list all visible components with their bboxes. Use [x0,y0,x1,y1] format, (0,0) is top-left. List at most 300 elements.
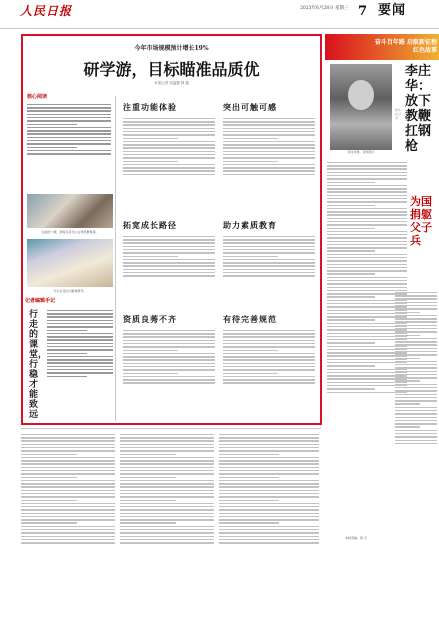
text-line [327,273,375,274]
text-line [21,486,115,487]
text-line [123,333,215,334]
text-line [47,376,87,377]
text-line [123,174,215,175]
section-text [123,234,215,306]
text-line [27,127,111,128]
photo-exhibit [27,194,113,228]
text-line [120,473,214,474]
text-line [327,228,375,229]
text-line [395,407,437,408]
text-line [395,321,437,322]
text-line [123,157,215,158]
text-line [120,463,214,464]
text-line [327,175,407,176]
text-line [395,420,437,421]
section-heading: 助力素质教育 [223,221,277,230]
text-line [120,460,214,461]
text-line [27,147,77,148]
photo-caption: 在湖北十堰，游客在武当山古建筑群参观。 [41,230,99,234]
text-line [123,373,178,374]
text-line [219,519,319,520]
text-line [21,460,115,461]
text-line [21,467,115,468]
text-line [219,480,319,481]
text-line [327,264,407,265]
text-line [395,298,437,299]
text-line [219,500,279,501]
text-line [395,417,437,418]
text-line [120,506,214,507]
text-line [395,312,420,313]
text-line [120,467,214,468]
text-line [395,433,437,434]
text-line [21,447,115,448]
text-line [395,367,437,368]
text-line [327,257,407,258]
text-line [47,336,113,337]
text-line [223,379,315,380]
text-line [223,157,315,158]
text-line [395,390,437,391]
text-line [395,377,437,378]
newspaper-logo: 人民日报 [20,4,73,18]
core-reading-text [27,102,111,190]
article-headline: 研学游，目标瞄准品质优 [83,60,260,79]
text-line [223,144,315,145]
text-line [120,486,214,487]
text-line [219,496,319,497]
text-line [223,262,315,263]
text-line [223,330,315,331]
editor-notes [25,298,120,423]
notes-quote: 行走的课堂，行稳才能致远 [29,310,48,420]
text-line [47,349,113,350]
text-line [123,356,215,357]
masthead [0,0,439,29]
text-line [120,454,176,455]
section-heading: 突出可触可感 [223,103,277,112]
text-line [47,333,113,334]
text-line [120,480,214,481]
text-line [21,503,115,504]
text-line [327,195,407,196]
text-line [223,275,315,276]
text-line [395,348,437,349]
text-line [47,330,87,331]
section-text [223,116,315,212]
text-line [327,247,407,248]
text-line [120,493,214,494]
text-line [327,365,375,366]
body-column [219,432,319,612]
text-line [219,506,319,507]
text-line [395,387,437,388]
text-line [21,480,115,481]
text-line [219,542,319,543]
editor-line: 本版责编：程 宇 [345,536,367,540]
section-heading: 资质良莠不齐 [123,315,177,324]
text-line [123,272,215,273]
text-line [120,496,214,497]
text-line [21,536,115,537]
article-byline: 本报记者 刘温馨 韩 鑫 [154,81,189,85]
text-line [327,270,407,271]
text-line [123,167,215,168]
photo-caption: 学生在景区内参观研学。 [53,289,87,293]
text-line [395,325,437,326]
text-line [327,296,375,297]
text-line [120,434,214,435]
text-line [327,201,407,202]
text-line [219,509,319,510]
text-line [123,147,215,148]
section-text [123,116,215,212]
text-line [223,249,315,250]
text-line [47,362,113,363]
text-line [395,443,437,444]
text-line [27,133,111,134]
text-line [395,400,437,401]
text-line [223,161,278,162]
text-line [395,295,437,296]
text-line [395,335,420,336]
text-line [123,269,215,270]
text-line [327,388,375,389]
text-line [219,536,319,537]
text-line [21,437,115,438]
text-line [120,532,214,533]
text-line [120,516,214,517]
text-line [21,542,115,543]
text-line [223,265,315,266]
text-line [395,331,437,332]
text-line [219,454,279,455]
text-line [27,107,111,108]
text-line [123,154,215,155]
text-line [395,380,420,381]
text-line [327,185,407,186]
text-line [123,346,215,347]
banner-title: 奋斗百年路 启航新征程 [374,39,437,46]
text-line [223,124,315,125]
text-line [123,124,215,125]
text-line [327,178,407,179]
text-line [223,366,315,367]
text-line [123,131,215,132]
text-line [219,457,319,458]
text-line [327,277,407,278]
text-line [395,413,437,414]
text-line [123,252,215,253]
text-line [27,114,111,115]
text-line [223,121,315,122]
text-line [120,470,214,471]
text-line [219,473,319,474]
text-line [395,302,437,303]
text-line [223,369,315,370]
text-line [123,164,215,165]
text-line [327,191,407,192]
section-text [123,328,215,420]
body-column [120,432,214,612]
text-line [327,221,407,222]
text-line [123,343,215,344]
text-line [21,513,115,514]
text-line [395,292,437,293]
text-line [395,338,437,339]
red-story-banner [325,34,439,60]
text-line [223,333,315,334]
text-line [327,205,375,206]
text-line [327,241,407,242]
text-line [327,234,407,235]
text-line [21,529,115,530]
portrait-photo [330,64,392,150]
sidebar-title: 李庄华：放下教鞭扛钢枪 [405,64,432,154]
text-line [47,313,113,314]
text-line [21,483,115,484]
text-line [327,168,407,169]
text-line [223,174,315,175]
feature-article [21,34,322,425]
text-line [120,522,176,523]
text-line [223,252,315,253]
text-line [27,137,111,138]
photo-students [27,239,113,287]
text-line [395,371,437,372]
text-line [223,356,315,357]
text-line [21,454,77,455]
notes-text [47,308,113,418]
text-line [120,509,214,510]
text-line [123,330,215,331]
text-line [327,224,407,225]
text-line [123,170,215,171]
text-line [123,246,215,247]
text-line [47,323,113,324]
text-line [21,509,115,510]
text-line [327,182,375,183]
text-line [123,376,215,377]
text-line [47,369,113,370]
text-line [223,269,315,270]
text-line [123,256,178,257]
text-line [219,539,319,540]
text-line [123,239,215,240]
text-line [327,250,375,251]
text-line [395,364,437,365]
text-line [120,500,176,501]
text-line [223,167,315,168]
text-line [21,506,115,507]
text-line [223,353,315,354]
text-line [123,249,215,250]
text-line [21,532,115,533]
text-line [21,473,115,474]
text-line [395,426,420,427]
issue-date: 2023年6月28日 星期三 [300,6,349,11]
text-line [327,287,407,288]
text-line [327,283,407,284]
text-line [27,130,111,131]
text-line [120,490,214,491]
notes-title: 记者编辑手记 [25,298,56,304]
section-text [223,328,315,420]
text-line [223,141,315,142]
text-line [327,237,407,238]
text-line [219,467,319,468]
text-line [327,254,407,255]
text-line [395,423,437,424]
text-line [219,503,319,504]
text-line [223,363,315,364]
text-line [223,134,315,135]
text-line [223,256,278,257]
text-line [223,343,315,344]
text-line [219,486,319,487]
text-line [120,450,214,451]
text-line [27,104,111,105]
text-line [327,208,407,209]
text-line [21,440,115,441]
text-line [47,326,113,327]
text-line [123,369,215,370]
text-line [123,363,215,364]
text-line [327,188,407,189]
text-line [223,382,315,383]
text-line [219,477,279,478]
text-line [27,110,111,111]
text-line [327,172,407,173]
text-line [21,477,77,478]
text-line [47,320,113,321]
text-line [27,117,111,118]
portrait-face [348,80,374,110]
text-line [395,318,437,319]
text-line [21,493,115,494]
text-line [223,131,315,132]
text-line [223,236,315,237]
text-line [123,262,215,263]
text-line [21,444,115,445]
text-line [47,356,113,357]
text-line [219,440,319,441]
text-line [120,437,214,438]
text-line [27,120,111,121]
text-line [327,214,407,215]
text-line [21,457,115,458]
text-line [223,373,278,374]
text-line [27,143,111,144]
text-line [21,516,115,517]
section-divider [21,428,321,429]
text-line [219,470,319,471]
text-line [327,319,375,320]
text-line [395,351,437,352]
text-line [47,359,113,360]
text-line [123,236,215,237]
text-line [219,493,319,494]
text-line [395,354,437,355]
text-line [395,397,437,398]
text-line [223,350,278,351]
text-line [395,430,437,431]
text-line [27,124,77,125]
text-line [223,151,315,152]
body-column [21,432,115,612]
text-line [120,483,214,484]
text-line [395,436,437,437]
sidebar-text [395,290,437,535]
section-text [223,234,315,306]
text-line [120,457,214,458]
text-line [395,328,437,329]
text-line [223,272,315,273]
text-line [123,353,215,354]
text-line [123,265,215,266]
text-line [327,342,375,343]
text-line [395,394,437,395]
text-line [395,361,437,362]
text-line [123,161,178,162]
text-line [223,340,315,341]
sidebar-subtitle: 为国捐躯父子兵 [410,195,432,247]
text-line [219,444,319,445]
text-line [223,359,315,360]
text-line [47,353,87,354]
text-line [47,339,113,340]
section-heading: 有待完善规范 [223,315,277,324]
text-line [219,490,319,491]
text-line [223,346,315,347]
text-line [120,477,176,478]
text-line [219,522,279,523]
text-line [219,513,319,514]
text-line [123,121,215,122]
portrait-caption: 李庄华像。资料图片 [347,150,375,154]
text-line [120,447,214,448]
text-line [21,522,77,523]
text-line [395,403,420,404]
text-line [120,542,214,543]
text-line [21,500,77,501]
banner-subtitle: 红色故事 [412,47,437,54]
text-line [219,483,319,484]
article-kicker: 今年市场规模预计增长19% [134,45,209,52]
text-line [223,259,315,260]
text-line [21,526,115,527]
sidebar-byline: 新华社记者 [395,108,402,120]
text-line [219,529,319,530]
text-line [395,410,437,411]
text-line [120,440,214,441]
text-line [223,242,315,243]
text-line [47,346,113,347]
text-line [223,376,315,377]
text-line [47,366,113,367]
text-line [223,170,315,171]
text-line [123,359,215,360]
text-line [120,519,214,520]
text-line [219,450,319,451]
text-line [219,460,319,461]
text-line [219,447,319,448]
text-line [123,382,215,383]
text-line [47,316,113,317]
text-line [223,138,278,139]
text-line [327,231,407,232]
text-line [21,470,115,471]
